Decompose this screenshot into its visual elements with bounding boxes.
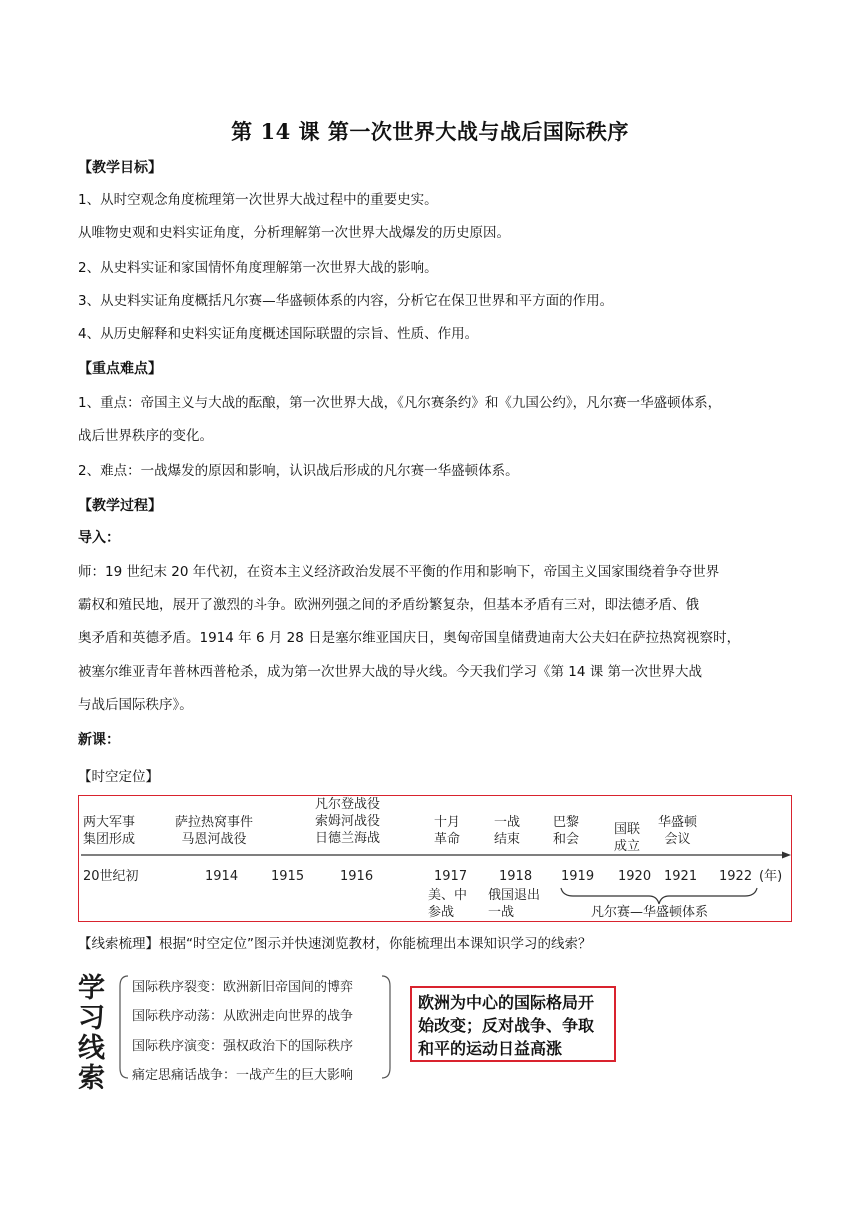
goal-3: 3、从史料实证角度概括凡尔赛—华盛顿体系的内容，分析它在保卫世界和平方面的作用。 (78, 293, 614, 309)
event-us-china-join: 美、中 参战 (428, 888, 468, 920)
intro-line-3: 奥矛盾和英德矛盾。1914 年 6 月 28 日是塞尔维亚国庆日，奥匈帝国皇储费迪南大公夫妇在萨拉热窝视察时， (78, 630, 741, 646)
clue-item-2: 国际秩序动荡：从欧洲走向世界的战争 (132, 1009, 354, 1024)
year-1921: 1921 (664, 869, 698, 884)
event-russia-exits: 俄国退出 一战 (488, 888, 541, 920)
intro-line-4: 被塞尔维亚青年普林西普枪杀，成为第一次世界大战的导火线。今天我们学习《第 14 课 第一次世界大战 (78, 664, 703, 680)
event-war-ends: 一战 结束 (494, 815, 521, 847)
event-paris-conference: 巴黎 和会 (553, 815, 580, 847)
clue-summary-box: 欧洲为中心的国际格局开始改变；反对战争、争取和平的运动日益高涨 (410, 986, 616, 1062)
key-point-2: 2、难点：一战爆发的原因和影响，认识战后形成的凡尔赛一华盛顿体系。 (78, 463, 519, 479)
clue-title: 学习线索 (78, 973, 105, 1094)
brace-label: 凡尔赛—华盛顿体系 (591, 905, 709, 920)
event-league-founded: 国联 成立 (614, 822, 641, 854)
brace-shape (561, 888, 757, 904)
page-title: 第 14 课 第一次世界大战与战后国际秩序 (231, 119, 629, 144)
timeline-figure (78, 795, 792, 922)
intro-label: 导入： (78, 530, 120, 546)
new-lesson-label: 新课： (78, 732, 120, 748)
intro-line-5: 与战后国际秩序》。 (78, 697, 193, 713)
goals-heading: 【教学目标】 (78, 160, 162, 176)
goal-1: 1、从时空观念角度梳理第一次世界大战过程中的重要史实。 (78, 192, 438, 208)
intro-line-1: 师：19 世纪末 20 年代初，在资本主义经济政治发展不平衡的作用和影响下，帝国主义国家围绕着争夺世界 (78, 564, 720, 580)
event-verdun-somme-jutland: 凡尔登战役 索姆河战役 日德兰海战 (315, 797, 381, 846)
goal-1-cont: 从唯物史观和史料实证角度，分析理解第一次世界大战爆发的历史原因。 (78, 225, 510, 241)
clue-item-1: 国际秩序裂变：欧洲新旧帝国间的博弈 (132, 980, 354, 995)
goal-2: 2、从史料实证和家国情怀角度理解第一次世界大战的影响。 (78, 260, 438, 276)
clue-intro: 【线索梳理】根据“时空定位”图示并快速浏览教材，你能梳理出本课知识学习的线索？ (78, 936, 592, 952)
clue-item-3: 国际秩序演变：强权政治下的国际秩序 (132, 1039, 354, 1054)
year-unit: (年) (759, 869, 783, 884)
year-1922: 1922 (719, 869, 753, 884)
event-october-revolution: 十月 革命 (434, 815, 461, 847)
year-1917: 1917 (434, 869, 468, 884)
year-1918: 1918 (499, 869, 533, 884)
process-heading: 【教学过程】 (78, 498, 162, 514)
event-washington-conference: 华盛顿 会议 (658, 815, 698, 847)
timeline-heading: 【时空定位】 (78, 769, 159, 785)
intro-line-2: 霸权和殖民地，展开了激烈的斗争。欧洲列强之间的矛盾纷繁复杂，但基本矛盾有三对，即法德矛盾、俄 (78, 597, 699, 613)
year-1916: 1916 (340, 869, 374, 884)
key-point-1-cont: 战后世界秩序的变化。 (78, 428, 213, 444)
year-early-20c: 20世纪初 (83, 869, 139, 884)
year-1920: 1920 (618, 869, 652, 884)
year-1919: 1919 (561, 869, 595, 884)
clue-item-4: 痛定思痛话战争：一战产生的巨大影响 (132, 1068, 354, 1083)
year-1915: 1915 (271, 869, 305, 884)
event-military-blocs: 两大军事 集团形成 (83, 815, 136, 847)
goal-4: 4、从历史解释和史料实证角度概述国际联盟的宗旨、性质、作用。 (78, 326, 479, 342)
year-1914: 1914 (205, 869, 239, 884)
event-sarajevo-marne: 萨拉热窝事件 马恩河战役 (175, 815, 254, 847)
key-heading: 【重点难点】 (78, 361, 162, 377)
key-point-1: 1、重点：帝国主义与大战的酝酿，第一次世界大战，《凡尔赛条约》和《九国公约》，凡尔赛一华盛顿体系， (78, 395, 722, 411)
